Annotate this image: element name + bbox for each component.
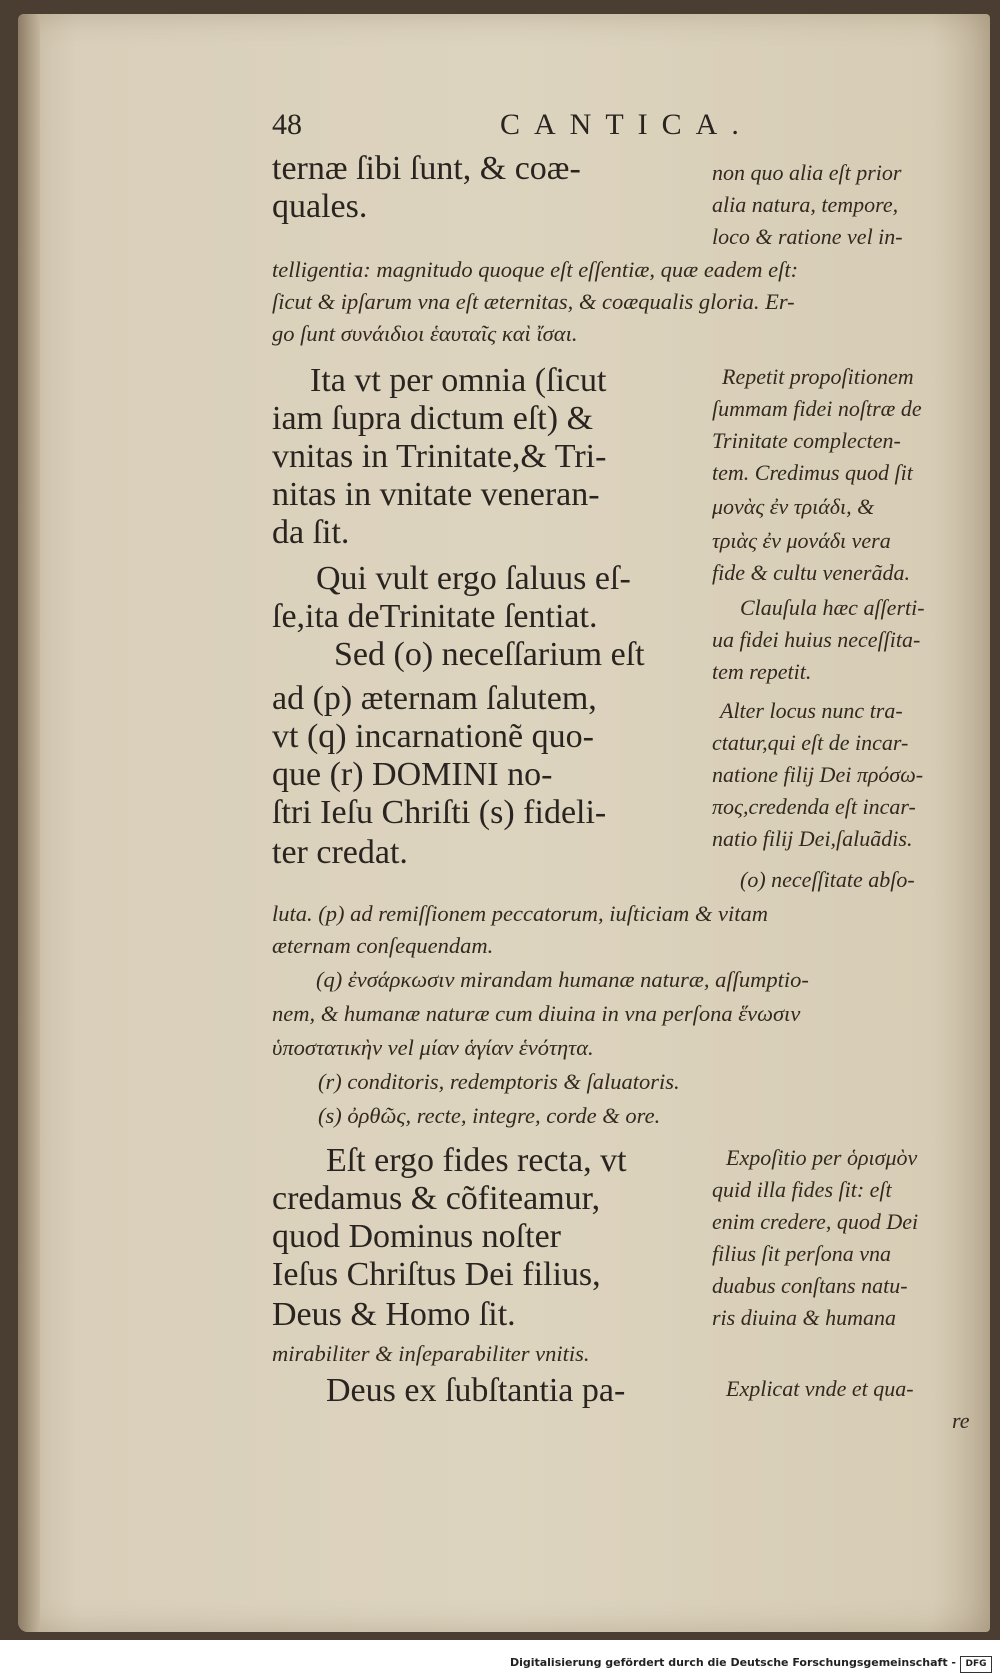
page-spine-shadow (18, 14, 40, 1632)
margin-note-line: quid illa fides ſit: eſt (712, 1177, 892, 1202)
margin-note-line: loco & ratione vel in- (712, 224, 903, 249)
margin-note-line: enim credere, quod Dei (712, 1209, 919, 1234)
margin-note-line: Trinitate complecten- (712, 428, 901, 453)
margin-note-line: fide & cultu venerãda. (712, 560, 910, 585)
footer-bar (0, 1653, 1000, 1677)
main-text-line: ter credat. (272, 834, 408, 871)
margin-note-line: natio filij Dei,ſaluãdis. (712, 826, 913, 851)
main-text-line: que (r) DOMINI no- (272, 756, 553, 793)
footnote-line: (q) ἐνσάρκωσιν mirandam humanæ naturæ, aſſumptio- (316, 967, 809, 992)
commentary-line: ſicut & ipſarum vna eſt æternitas, & coæqualis gloria. Er- (272, 289, 795, 314)
margin-note-line: Clauſula hæc aſſerti- (740, 595, 925, 620)
margin-note-line: tem. Credimus quod ſit (712, 460, 913, 485)
main-text-line: iam ſupra dictum eſt) & (272, 400, 594, 437)
margin-note-line: alia natura, tempore, (712, 192, 899, 217)
footnote-line: ὑποστατικὴν vel μίαν ἁγίαν ἑνότητα. (272, 1035, 594, 1060)
main-text-line: Deus & Homo ſit. (272, 1296, 516, 1333)
main-text-line: Ieſus Chriſtus Dei filius, (272, 1256, 601, 1293)
margin-note-line: Expoſitio per ὁρισμὸν (726, 1145, 918, 1170)
margin-note-line: Alter locus nunc tra- (720, 698, 903, 723)
footnote-line: (r) conditoris, redemptoris & ſaluatoris. (318, 1069, 680, 1094)
main-text-line: nitas in vnitate veneran- (272, 476, 600, 513)
margin-note-line: tem repetit. (712, 659, 812, 684)
margin-note-line: Repetit propoſitionem (722, 364, 914, 389)
margin-note-line: πος,credenda eſt incar- (712, 794, 916, 819)
margin-note-line: ſummam fidei noſtræ de (712, 396, 922, 421)
footnote-line: nem, & humanæ naturæ cum diuina in vna perſona ἕνωσιν (272, 1001, 801, 1026)
main-text-line: vnitas in Trinitate,& Tri- (272, 438, 607, 475)
dfg-logo: DFG (960, 1656, 992, 1673)
main-text-line: quod Dominus noſter (272, 1218, 561, 1255)
page-number: 48 (272, 108, 302, 141)
main-text-line: Qui vult ergo ſaluus eſ- (316, 560, 631, 597)
main-text-line: quales. (272, 188, 368, 225)
margin-note-line: re (952, 1408, 970, 1433)
main-text-line: Eſt ergo fides recta, vt (326, 1142, 627, 1179)
margin-note-line: τριὰς ἐν μονάδι vera (712, 528, 891, 553)
footnote-o-start: (o) neceſſitate abſo- (740, 867, 915, 892)
main-text-line: da ſit. (272, 514, 350, 551)
margin-note-line: μονὰς ἐν τριάδι, & (712, 494, 875, 519)
margin-note-line: natione filij Dei πρόσω- (712, 762, 924, 787)
footnote-line: (s) ὀρθῶς, recte, integre, corde & ore. (318, 1103, 661, 1128)
running-head: CANTICA. (500, 108, 753, 141)
commentary-line: go ſunt συνάιδιοι ἑαυταῖς καὶ ἴσαι. (272, 321, 578, 346)
commentary-line: mirabiliter & inſeparabiliter vnitis. (272, 1341, 590, 1366)
footnote-line: æternam conſequendam. (272, 933, 494, 958)
main-text-line: ternæ ſibi ſunt, & coæ- (272, 150, 581, 187)
margin-note-line: ctatur,qui eſt de incar- (712, 730, 909, 755)
footnote-line: luta. (p) ad remiſſionem peccatorum, iuſticiam & vitam (272, 901, 768, 926)
main-text-line: vt (q) incarnationẽ quo- (272, 718, 594, 755)
margin-note-line: ua fidei huius neceſſita- (712, 627, 921, 652)
main-text-line: credamus & cõfiteamur, (272, 1180, 601, 1217)
commentary-line: telligentia: magnitudo quoque eſt eſſentiæ, quæ eadem eſt: (272, 257, 799, 282)
main-text-line: Deus ex ſubſtantia pa- (326, 1372, 626, 1409)
main-text-line: ad (p) æternam ſalutem, (272, 680, 597, 717)
margin-note-line: ris diuina & humana (712, 1305, 896, 1330)
margin-note-line: duabus conſtans natu- (712, 1273, 908, 1298)
margin-note-line: non quo alia eſt prior (712, 160, 902, 185)
main-text-line: Sed (o) neceſſarium eſt (334, 636, 645, 673)
margin-note-line: filius ſit perſona vna (712, 1241, 892, 1266)
main-text-line: ſe,ita deTrinitate ſentiat. (272, 598, 598, 635)
main-text-line: ſtri Ieſu Chriſti (s) fideli- (272, 794, 607, 831)
margin-note-line: Explicat vnde et qua- (726, 1376, 914, 1401)
funding-credit: Digitalisierung gefördert durch die Deutsche Forschungsgemeinschaft - (509, 1656, 956, 1669)
main-text-line: Ita vt per omnia (ſicut (310, 362, 607, 399)
